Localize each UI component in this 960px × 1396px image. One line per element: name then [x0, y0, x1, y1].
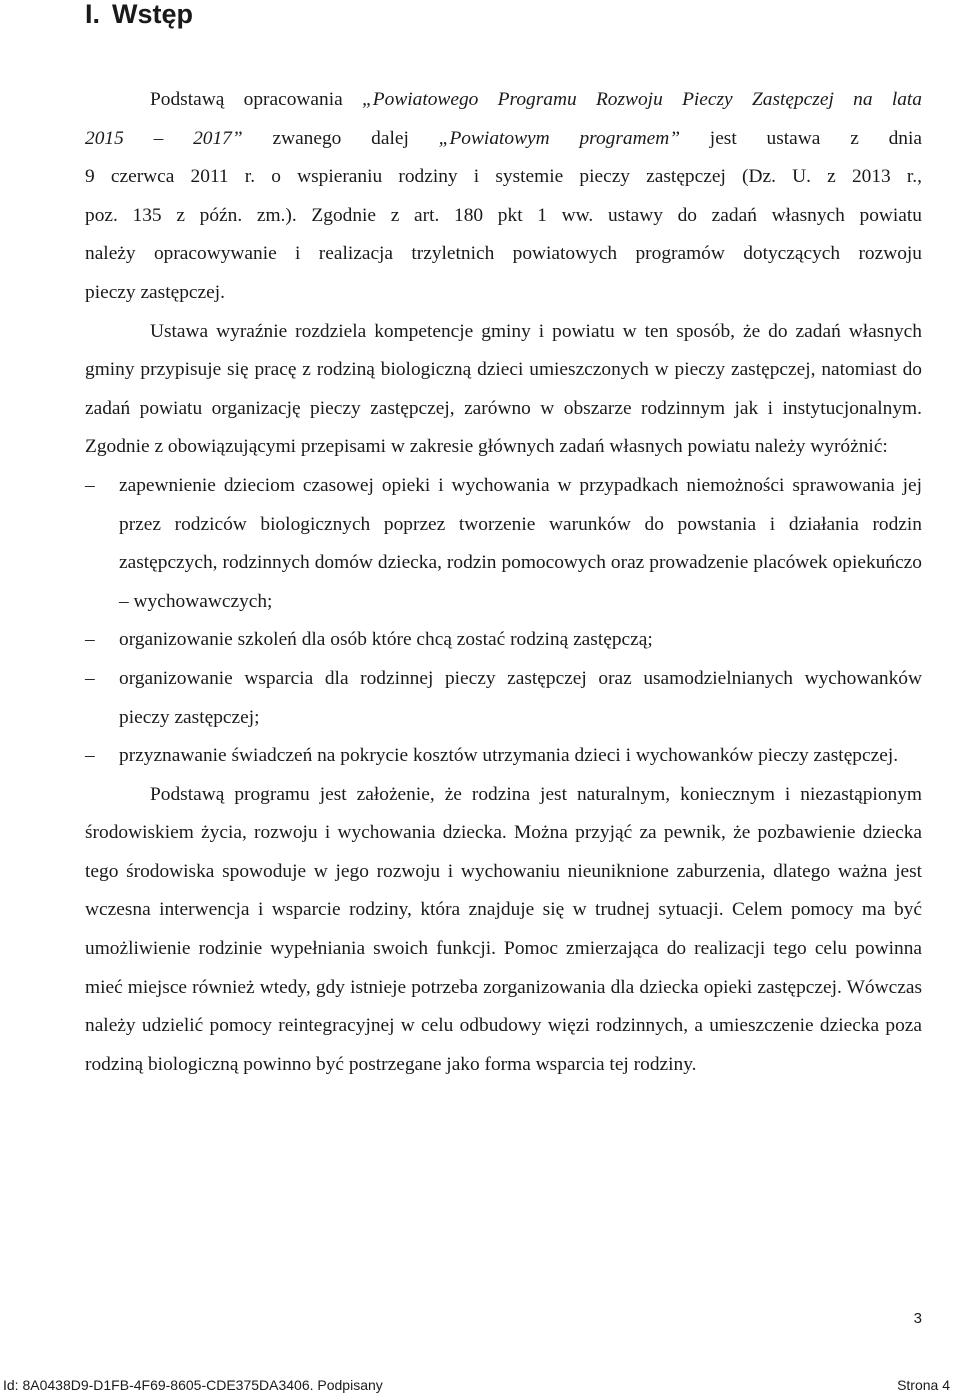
dash-bullet: –: [85, 629, 95, 651]
section-heading: [85, 0, 193, 32]
document-id: Id: 8A0438D9-D1FB-4F69-8605-CDE375DA3406. Podpisany: [3, 1377, 383, 1393]
intro-line-5: należy opracowywanie i realizacja trzyletnich powiatowych programów dotyczących rozwoju: [85, 243, 922, 265]
program-short-name: „Powiatowym programem”: [438, 127, 680, 149]
dash-bullet: –: [85, 745, 95, 767]
intro-paragraph: [85, 81, 922, 313]
list-item: – organizowanie wsparcia dla rodzinnej pieczy zastępczej oraz usamodzielnianych wychowanków pieczy zastępczej;: [85, 660, 922, 737]
program-years: 2015 – 2017”: [85, 127, 243, 149]
dash-bullet: –: [85, 667, 95, 689]
intro-line-4: poz. 135 z późn. zm.). Zgodnie z art. 180 pkt 1 ww. ustawy do zadań własnych powiatu: [85, 204, 922, 226]
dash-bullet: –: [85, 474, 95, 496]
page-label: Strona 4: [897, 1377, 950, 1393]
list-item: – organizowanie szkoleń dla osób które chcą zostać rodziną zastępczą;: [85, 621, 922, 660]
program-basis-paragraph: Podstawą programu jest założenie, że rodzina jest naturalnym, koniecznym i niezastąpionym środowiskiem życia, rozwoju i wychowania dziecka. Można przyjąć za pewnik, że pozbawienie dziecka tego środowiska spowoduje w jego rozwoju i wychowaniu nieuniknione zaburzenia, dlatego ważna jest wczesna interwencja i wsparcie rodziny, która znajduje się w trudnej sytuacji. Celem pomocy ma być umożliwienie rodzinie wypełniania swoich funkcji. Pomoc zmierzająca do realizacji tego celu powinna mieć miejsce również wtedy, gdy istnieje potrzeba zorganizowania dla dziecka opieki zastępczej. Wówczas należy udzielić pomocy reintegracyjnej w celu odbudowy więzi rodzinnych, a umieszczenie dziecka poza rodziną biologiczną powinno być postrzegane jako forma wsparcia tej rodziny.: [85, 783, 922, 1075]
competences-paragraph: Ustawa wyraźnie rozdziela kompetencje gminy i powiatu w ten sposób, że do zadań własnych gminy przypisuje się pracę z rodziną biologiczną dzieci umieszczonych w pieczy zastępczej, natomiast do zadań powiatu organizację pieczy zastępczej, zarówno w obszarze rodzinnym jak i instytucjonalnym. Zgodnie z obowiązującymi przepisami w zakresie głównych zadań własnych powiatu należy wyróżnić:: [85, 320, 922, 458]
section-number: I.: [85, 0, 101, 29]
intro-line-6: pieczy zastępczej.: [85, 281, 225, 303]
section-title: Wstęp: [112, 0, 194, 29]
intro-line-2: 2015 – 2017” zwanego dalej „Powiatowym programem” jest ustawa z dnia: [85, 127, 922, 149]
tasks-list: [85, 467, 922, 776]
intro-line-1: Podstawą opracowania „Powiatowego Programu Rozwoju Pieczy Zastępczej na lata: [150, 89, 922, 110]
page-number: 3: [913, 1310, 922, 1327]
document-body: [85, 81, 922, 1084]
list-item: – zapewnienie dzieciom czasowej opieki i wychowania w przypadkach niemożności sprawowania jej przez rodziców biologicznych poprzez tworzenie warunków do powstania i działania rodzin zastępczych, rodzinnych domów dziecka, rodzin pomocowych oraz prowadzenie placówek opiekuńczo – wychowawczych;: [85, 467, 922, 621]
list-item: – przyznawanie świadczeń na pokrycie kosztów utrzymania dzieci i wychowanków pieczy zastępczej.: [85, 737, 922, 776]
program-title: „Powiatowego Programu Rozwoju Pieczy Zastępczej na lata: [362, 89, 922, 110]
intro-line-3: 9 czerwca 2011 r. o wspieraniu rodziny i systemie pieczy zastępczej (Dz. U. z 2013 r.,: [85, 166, 922, 188]
